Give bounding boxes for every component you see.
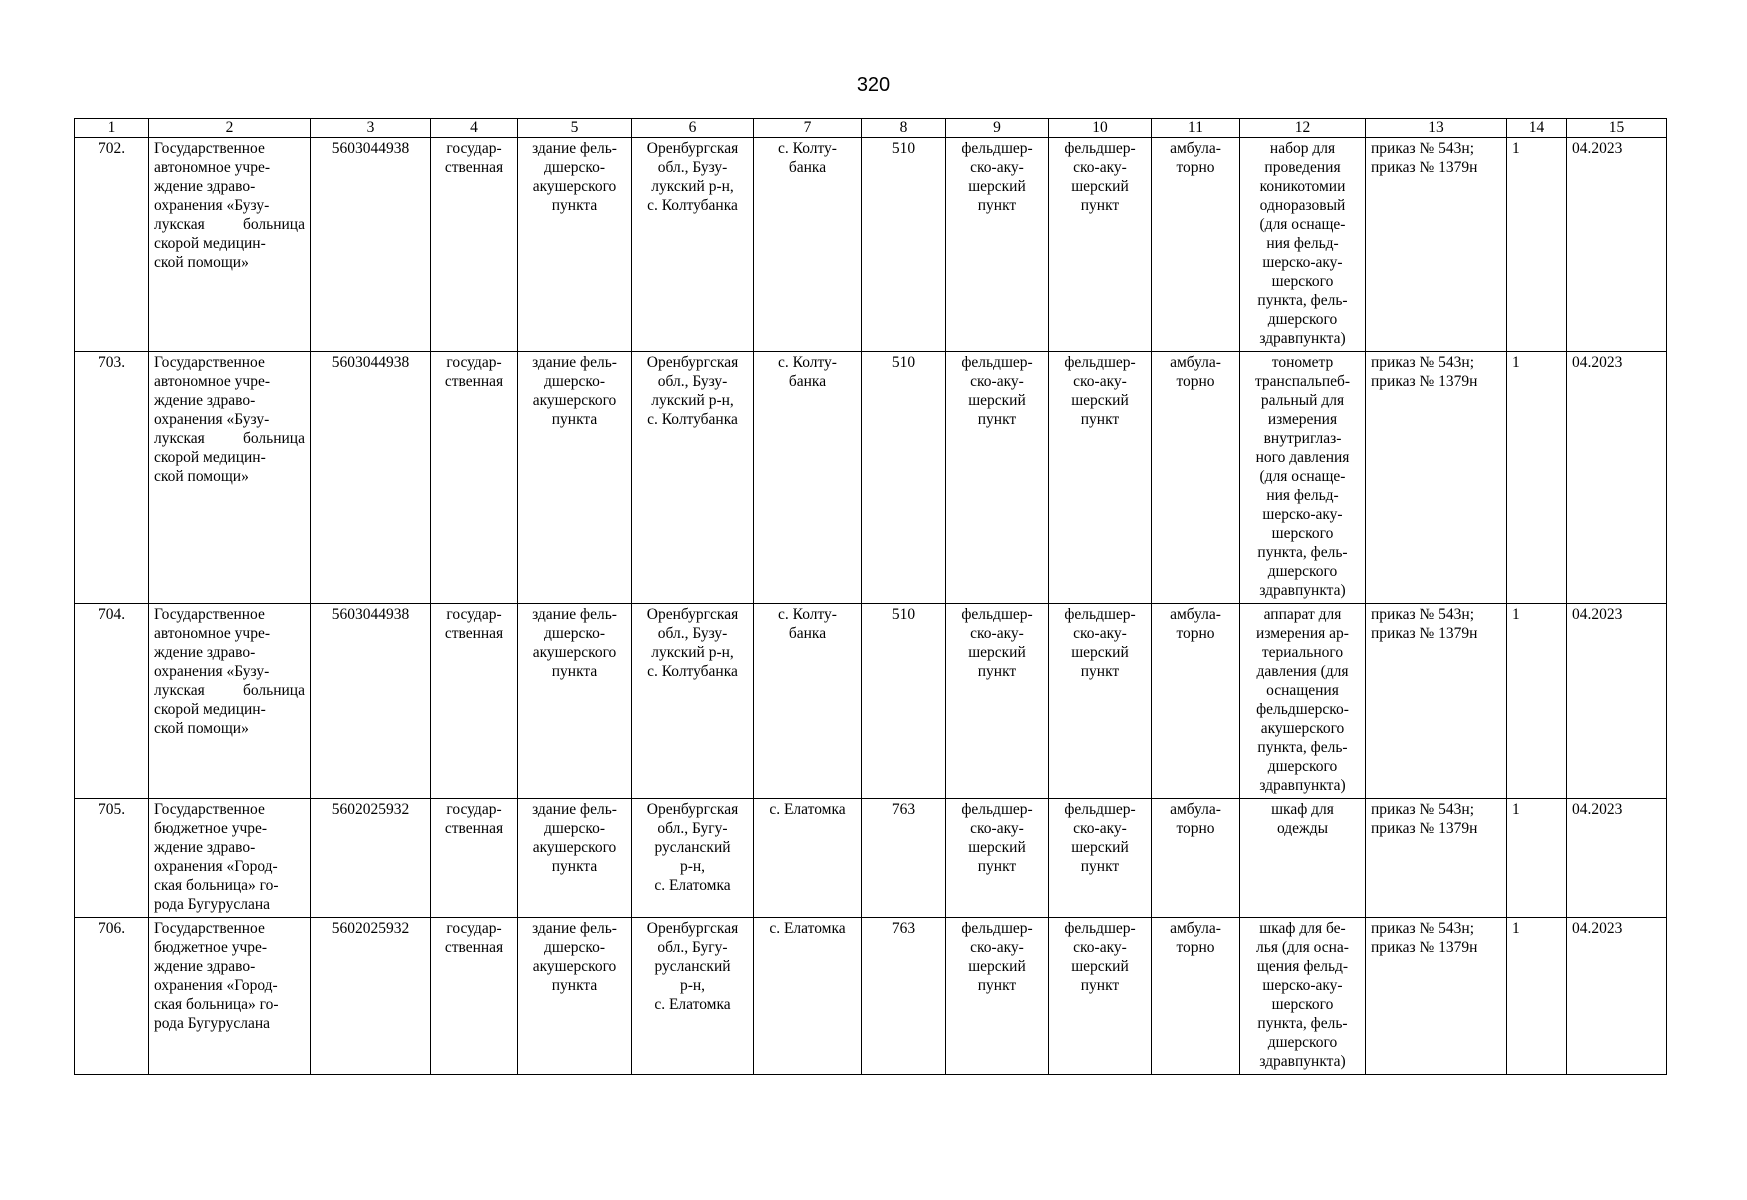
unit-profile: фельдшер- ско-аку- шерский пункт bbox=[1049, 604, 1152, 799]
population: 510 bbox=[862, 604, 946, 799]
unit-profile: фельдшер- ско-аку- шерский пункт bbox=[1049, 918, 1152, 1075]
equipment: шкаф для одежды bbox=[1240, 799, 1366, 918]
table-row bbox=[75, 604, 1667, 799]
table-row bbox=[75, 799, 1667, 918]
building: здание фель- дшерско- акушерского пункта bbox=[518, 138, 632, 352]
settlement: с. Елатомка bbox=[754, 918, 862, 1075]
address: Оренбургская обл., Бузу- лукский р-н, с. Колтубанка bbox=[632, 604, 754, 799]
orders: приказ № 543н; приказ № 1379н bbox=[1366, 918, 1507, 1075]
column-header: 12 bbox=[1240, 119, 1366, 138]
institution-name: Государственное автономное учре- ждение здраво- охранения «Бузу- лукская больница скорой медицин- ской помощи» bbox=[149, 352, 311, 604]
column-header: 2 bbox=[149, 119, 311, 138]
equipment: тонометр транспальпеб- ральный для измерения внутриглаз- ного давления (для оснаще- ния фельд- шерско-аку- шерского пункта, фель- дшерского здравпункта) bbox=[1240, 352, 1366, 604]
unit-type: фельдшер- ско-аку- шерский пункт bbox=[946, 799, 1049, 918]
building: здание фель- дшерско- акушерского пункта bbox=[518, 352, 632, 604]
unit-profile: фельдшер- ско-аку- шерский пункт bbox=[1049, 799, 1152, 918]
settlement: с. Колту- банка bbox=[754, 604, 862, 799]
row-number: 702. bbox=[75, 138, 149, 352]
unit-type: фельдшер- ско-аку- шерский пункт bbox=[946, 918, 1049, 1075]
registry-table bbox=[74, 118, 1667, 1075]
settlement: с. Елатомка bbox=[754, 799, 862, 918]
quantity: 1 bbox=[1507, 352, 1567, 604]
row-number: 706. bbox=[75, 918, 149, 1075]
building: здание фель- дшерско- акушерского пункта bbox=[518, 604, 632, 799]
table-row bbox=[75, 138, 1667, 352]
date: 04.2023 bbox=[1567, 799, 1667, 918]
row-number: 705. bbox=[75, 799, 149, 918]
institution-name: Государственное бюджетное учре- ждение здраво- охранения «Город- ская больница» го- рода Бугуруслана bbox=[149, 918, 311, 1075]
inn: 5603044938 bbox=[311, 604, 431, 799]
column-header: 8 bbox=[862, 119, 946, 138]
care-conditions: амбула- торно bbox=[1152, 138, 1240, 352]
ownership: государ- ственная bbox=[431, 799, 518, 918]
column-header: 13 bbox=[1366, 119, 1507, 138]
column-header: 7 bbox=[754, 119, 862, 138]
institution-name: Государственное автономное учре- ждение здраво- охранения «Бузу- лукская больница скорой медицин- ской помощи» bbox=[149, 138, 311, 352]
table-row bbox=[75, 352, 1667, 604]
unit-profile: фельдшер- ско-аку- шерский пункт bbox=[1049, 352, 1152, 604]
building: здание фель- дшерско- акушерского пункта bbox=[518, 799, 632, 918]
equipment: набор для проведения коникотомии одноразовый (для оснаще- ния фельд- шерско-аку- шерского пункта, фель- дшерского здравпункта) bbox=[1240, 138, 1366, 352]
population: 510 bbox=[862, 352, 946, 604]
table-row bbox=[75, 918, 1667, 1075]
row-number: 703. bbox=[75, 352, 149, 604]
institution-name: Государственное бюджетное учре- ждение здраво- охранения «Город- ская больница» го- рода Бугуруслана bbox=[149, 799, 311, 918]
address: Оренбургская обл., Бугу- русланский р-н, с. Елатомка bbox=[632, 918, 754, 1075]
population: 763 bbox=[862, 799, 946, 918]
quantity: 1 bbox=[1507, 138, 1567, 352]
ownership: государ- ственная bbox=[431, 352, 518, 604]
institution-name: Государственное автономное учре- ждение здраво- охранения «Бузу- лукская больница скорой медицин- ской помощи» bbox=[149, 604, 311, 799]
table-header bbox=[75, 119, 1667, 138]
care-conditions: амбула- торно bbox=[1152, 604, 1240, 799]
column-header: 6 bbox=[632, 119, 754, 138]
address: Оренбургская обл., Бузу- лукский р-н, с. Колтубанка bbox=[632, 352, 754, 604]
page-number: 320 bbox=[856, 74, 891, 96]
care-conditions: амбула- торно bbox=[1152, 799, 1240, 918]
inn: 5603044938 bbox=[311, 138, 431, 352]
column-header: 5 bbox=[518, 119, 632, 138]
column-header: 9 bbox=[946, 119, 1049, 138]
inn: 5602025932 bbox=[311, 918, 431, 1075]
column-header: 15 bbox=[1567, 119, 1667, 138]
column-header: 1 bbox=[75, 119, 149, 138]
care-conditions: амбула- торно bbox=[1152, 918, 1240, 1075]
address: Оренбургская обл., Бугу- русланский р-н, с. Елатомка bbox=[632, 799, 754, 918]
settlement: с. Колту- банка bbox=[754, 138, 862, 352]
unit-profile: фельдшер- ско-аку- шерский пункт bbox=[1049, 138, 1152, 352]
ownership: государ- ственная bbox=[431, 604, 518, 799]
column-header: 11 bbox=[1152, 119, 1240, 138]
row-number: 704. bbox=[75, 604, 149, 799]
ownership: государ- ственная bbox=[431, 138, 518, 352]
unit-type: фельдшер- ско-аку- шерский пункт bbox=[946, 352, 1049, 604]
equipment: шкаф для бе- лья (для осна- щения фельд- шерско-аку- шерского пункта, фель- дшерского здравпункта) bbox=[1240, 918, 1366, 1075]
date: 04.2023 bbox=[1567, 352, 1667, 604]
building: здание фель- дшерско- акушерского пункта bbox=[518, 918, 632, 1075]
unit-type: фельдшер- ско-аку- шерский пункт bbox=[946, 138, 1049, 352]
address: Оренбургская обл., Бузу- лукский р-н, с. Колтубанка bbox=[632, 138, 754, 352]
orders: приказ № 543н; приказ № 1379н bbox=[1366, 799, 1507, 918]
date: 04.2023 bbox=[1567, 604, 1667, 799]
quantity: 1 bbox=[1507, 799, 1567, 918]
header-row bbox=[75, 119, 1667, 138]
date: 04.2023 bbox=[1567, 138, 1667, 352]
orders: приказ № 543н; приказ № 1379н bbox=[1366, 352, 1507, 604]
quantity: 1 bbox=[1507, 604, 1567, 799]
equipment: аппарат для измерения ар- териального давления (для оснащения фельдшерско- акушерского пункта, фель- дшерского здравпункта) bbox=[1240, 604, 1366, 799]
inn: 5602025932 bbox=[311, 799, 431, 918]
orders: приказ № 543н; приказ № 1379н bbox=[1366, 138, 1507, 352]
care-conditions: амбула- торно bbox=[1152, 352, 1240, 604]
settlement: с. Колту- банка bbox=[754, 352, 862, 604]
column-header: 10 bbox=[1049, 119, 1152, 138]
population: 763 bbox=[862, 918, 946, 1075]
inn: 5603044938 bbox=[311, 352, 431, 604]
column-header: 4 bbox=[431, 119, 518, 138]
column-header: 14 bbox=[1507, 119, 1567, 138]
table-body bbox=[75, 138, 1667, 1075]
unit-type: фельдшер- ско-аку- шерский пункт bbox=[946, 604, 1049, 799]
column-header: 3 bbox=[311, 119, 431, 138]
date: 04.2023 bbox=[1567, 918, 1667, 1075]
quantity: 1 bbox=[1507, 918, 1567, 1075]
ownership: государ- ственная bbox=[431, 918, 518, 1075]
orders: приказ № 543н; приказ № 1379н bbox=[1366, 604, 1507, 799]
population: 510 bbox=[862, 138, 946, 352]
